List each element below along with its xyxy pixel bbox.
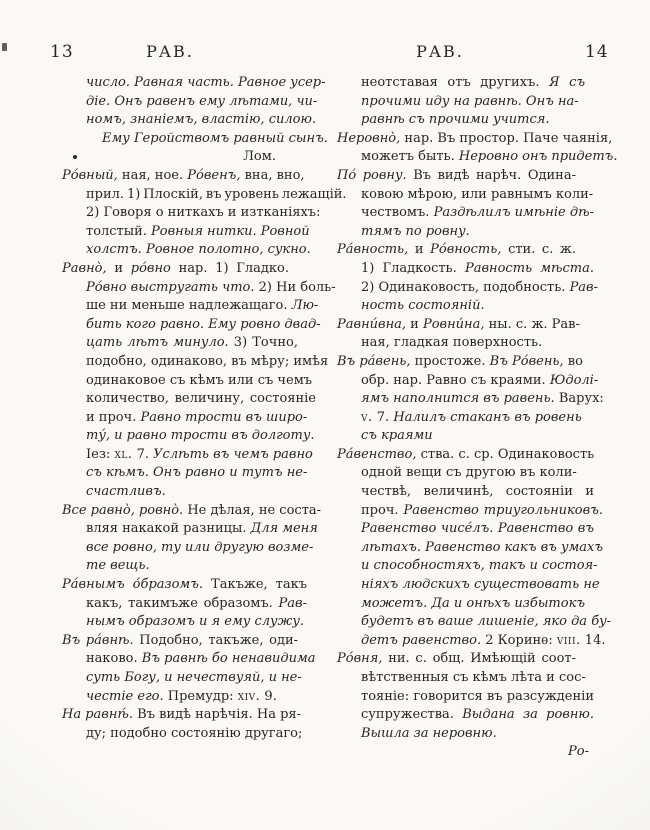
text-line <box>337 557 621 576</box>
italic-run: Ра́внымъ о́бразомъ. <box>62 577 204 593</box>
text-line <box>62 706 334 725</box>
italic-run: Равность мѣста. <box>464 260 595 276</box>
italic-run: Выдана за ровню. <box>462 707 595 723</box>
text-runs <box>568 744 589 759</box>
text-runs <box>62 633 298 648</box>
text-runs <box>361 94 579 109</box>
italic-run: Я съ <box>549 75 586 90</box>
roman-run: прил. 1) Плоскій, въ уровень лежащій. <box>86 186 347 202</box>
text-runs <box>102 131 328 146</box>
italic-run: По́ ровну. <box>337 167 407 183</box>
roman-run: неотставая отъ другихъ. <box>361 75 550 90</box>
entry-block <box>337 316 621 353</box>
roman-run: сти. с. ж. <box>501 242 577 258</box>
italic-run: равнѣ съ прочими учится. <box>361 112 550 128</box>
text-runs <box>86 521 318 536</box>
italic-run: те вещь. <box>86 558 150 574</box>
entry-block <box>62 502 334 576</box>
text-runs <box>361 261 594 276</box>
roman-run: xl. <box>114 446 133 462</box>
text-line <box>62 409 334 428</box>
entry-block <box>62 632 334 706</box>
text-runs <box>361 112 550 127</box>
text-runs <box>86 558 150 573</box>
roman-run: 2) Говоря о ниткахъ и изтканіяхъ: <box>86 205 321 221</box>
text-line <box>337 186 621 205</box>
text-runs <box>86 224 310 239</box>
italic-run: Ро́венъ, <box>187 167 241 183</box>
roman-run: Не дѣлая, не соста- <box>183 502 322 518</box>
text-line <box>337 650 621 669</box>
text-line <box>337 446 621 465</box>
text-runs <box>361 689 594 704</box>
text-runs <box>361 335 542 350</box>
roman-run: 2 Коринѳ: <box>485 632 557 648</box>
italic-run: все ровно, ту или другую возме- <box>86 539 314 555</box>
text-runs <box>86 205 320 220</box>
text-runs <box>361 187 593 202</box>
text-runs <box>361 670 586 685</box>
text-runs <box>86 391 316 406</box>
italic-run: Ро́вня, <box>337 651 383 667</box>
roman-run: количество, величину, состояніе <box>86 391 316 407</box>
roman-run: 7. <box>132 446 154 462</box>
text-line <box>62 148 334 167</box>
entry-block <box>62 576 334 632</box>
entry-block <box>337 74 621 130</box>
text-runs <box>86 447 313 462</box>
italic-run: Въ Ро́вень, <box>489 353 564 369</box>
text-line <box>337 316 621 335</box>
roman-run: и <box>406 316 423 332</box>
text-line <box>62 595 334 614</box>
italic-run: Равно̀, <box>62 260 107 276</box>
italic-run: номъ, знаніемъ, властію, силою. <box>86 112 317 128</box>
text-runs <box>361 633 605 648</box>
roman-run: v. <box>361 409 373 425</box>
roman-run: обр. нар. Равно съ краями. <box>361 372 550 388</box>
text-runs <box>361 726 497 741</box>
italic-run: Ра́венство, <box>337 446 417 462</box>
text-runs <box>337 242 576 257</box>
text-runs <box>86 726 302 741</box>
text-line <box>337 260 621 279</box>
roman-run: наково. <box>86 651 142 667</box>
text-runs <box>86 689 277 704</box>
text-runs <box>361 373 598 388</box>
text-runs <box>361 707 594 722</box>
ink-speck <box>2 43 7 51</box>
italic-run: Равно трости въ широ- <box>140 409 308 425</box>
text-line <box>62 334 334 353</box>
text-runs <box>361 149 617 164</box>
italic-run: Равенство чисе́лъ. Равенство въ <box>361 521 595 537</box>
roman-run: и проч. <box>86 409 141 425</box>
text-line <box>62 650 334 669</box>
roman-run: Въ видѣ нарѣч. Одина- <box>406 167 576 183</box>
text-line <box>337 576 621 595</box>
text-runs <box>86 484 166 499</box>
roman-run: 2) Одинаковость, подобность. <box>361 279 570 295</box>
italic-run: ямъ наполнится въ равень. <box>361 391 559 407</box>
text-line <box>337 353 621 372</box>
roman-run: ны. с. ж. Рав- <box>484 316 580 332</box>
roman-run: 2) Ни боль- <box>258 279 336 295</box>
roman-run: подобно, одинаково, въ мѣру; имѣя <box>86 353 329 369</box>
roman-run: тояніе: говорится въ разсужденіи <box>361 688 594 704</box>
text-runs <box>337 651 576 666</box>
text-runs <box>86 428 315 443</box>
italic-run: Рав- <box>278 595 307 611</box>
italic-run: Рав- <box>569 279 599 295</box>
text-line <box>337 613 621 632</box>
roman-run: вѣтственныя съ кѣмъ лѣта и сос- <box>361 670 586 685</box>
text-line <box>337 502 621 521</box>
entry-block <box>337 446 621 651</box>
text-runs <box>62 261 289 276</box>
text-line <box>62 297 334 316</box>
entry-block <box>62 74 334 167</box>
text-runs <box>86 373 312 388</box>
text-runs <box>361 614 611 629</box>
italic-run: Раздѣлилъ имѣніе дѣ- <box>433 205 595 221</box>
italic-run: съ краями <box>361 428 433 444</box>
roman-run: можетъ быть. <box>361 149 459 165</box>
text-runs <box>361 521 594 536</box>
italic-run: Неровно̀, <box>337 130 401 146</box>
text-line <box>337 688 621 707</box>
italic-run: Неровно онъ придетъ. <box>458 149 618 165</box>
text-line <box>337 520 621 539</box>
text-runs <box>337 317 580 332</box>
roman-run: чествомъ. <box>361 205 434 221</box>
text-line <box>62 260 334 279</box>
text-runs <box>361 205 594 220</box>
italic-run: ность состояній. <box>361 298 485 314</box>
text-line <box>337 427 621 446</box>
text-line <box>62 520 334 539</box>
roman-run: Іез: <box>86 446 115 462</box>
text-line <box>62 130 334 149</box>
text-runs <box>361 484 594 499</box>
text-runs <box>361 224 470 239</box>
text-runs <box>86 596 307 611</box>
text-runs <box>62 168 305 183</box>
text-line <box>62 204 334 223</box>
text-line <box>62 167 334 186</box>
text-line <box>337 669 621 688</box>
catchword <box>337 743 621 762</box>
roman-run: ше ни меньше надлежащаго. <box>86 298 292 314</box>
entry-block <box>337 130 621 167</box>
italic-run: Лю- <box>291 298 319 314</box>
text-runs <box>86 112 316 127</box>
italic-run: будетъ въ ваше лишеніе, яко да бу- <box>361 614 612 630</box>
roman-run: и <box>408 242 431 258</box>
roman-run: Подобно, такъже, оди- <box>133 632 299 648</box>
text-line <box>62 539 334 558</box>
italic-run: діе. Онъ равенъ ему лѣтами, чи- <box>86 93 318 109</box>
italic-run: нымъ образомъ и я ему служу. <box>86 614 304 630</box>
text-line <box>337 632 621 651</box>
text-line <box>337 297 621 316</box>
text-runs <box>361 558 598 573</box>
italic-run: съ кѣмъ. Онъ равно и тутъ не- <box>86 465 308 481</box>
italic-run: Вышла за неровню. <box>361 725 497 741</box>
roman-run: 3) Точно, <box>233 335 298 351</box>
italic-run: Въ равнѣ бо ненавидима <box>141 651 316 667</box>
text-line <box>62 483 334 502</box>
entry-block <box>337 650 621 743</box>
text-runs <box>361 577 600 592</box>
italic-run: холстъ. Ровное полотно, сукно. <box>86 242 311 258</box>
roman-run: ная, ное. <box>117 167 188 183</box>
italic-run: Услѣть въ чемъ равно <box>153 446 313 462</box>
text-line <box>62 316 334 335</box>
italic-run: Для меня <box>250 521 318 537</box>
italic-run: счастливъ. <box>86 484 166 500</box>
text-runs <box>337 447 594 462</box>
text-line <box>62 93 334 112</box>
text-line <box>62 557 334 576</box>
italic-run: цать лѣтъ минуло. <box>86 335 234 351</box>
roman-run: viii. <box>556 632 581 648</box>
italic-run: Юдолі- <box>549 372 599 388</box>
text-runs <box>361 428 433 443</box>
roman-run: простоже. <box>410 353 490 369</box>
text-line <box>337 130 621 149</box>
text-line <box>62 613 334 632</box>
text-line <box>337 706 621 725</box>
italic-run: Ра́вность, <box>337 242 409 258</box>
text-line <box>62 353 334 372</box>
text-line <box>62 669 334 688</box>
italic-run: Все равно̀, ровно̀. <box>62 502 184 518</box>
roman-run: во <box>563 353 583 369</box>
italic-run: можетъ. Да и онѣхъ избытокъ <box>361 595 586 611</box>
text-line <box>337 167 621 186</box>
italic-run: ро́вно <box>130 260 171 276</box>
italic-run: и способностяхъ, такъ и состоя- <box>361 558 598 574</box>
text-runs <box>86 670 302 685</box>
roman-run: нар. Въ простор. Паче чаянія, <box>400 130 613 146</box>
roman-run: проч. <box>361 502 404 518</box>
roman-run: 14. <box>580 632 606 648</box>
running-head-right: РАВ. <box>416 42 464 61</box>
text-runs <box>86 187 347 202</box>
entry-block <box>337 167 621 241</box>
text-line <box>62 464 334 483</box>
italic-run: Ровни́на, <box>422 316 485 332</box>
entry-block <box>62 260 334 502</box>
italic-run: Ро́вно выстругать что. <box>86 279 259 295</box>
text-line <box>62 688 334 707</box>
italic-run: Въ ра́вень, <box>337 353 411 369</box>
entry-block <box>62 167 347 260</box>
text-line <box>62 74 334 93</box>
italic-run: ту́, и равно трости въ долготу. <box>86 428 315 444</box>
text-line <box>62 223 334 242</box>
roman-run: 7. <box>372 409 394 425</box>
text-line <box>337 725 621 744</box>
italic-run: число. Равная часть. Равное усер- <box>86 75 326 90</box>
text-runs <box>62 577 307 592</box>
roman-run: Лом. <box>243 149 276 165</box>
text-line <box>337 223 621 242</box>
text-runs <box>361 280 598 295</box>
roman-run: Въ видѣ нарѣчія. На ря- <box>133 707 302 723</box>
roman-run: ду; подобно состоянію другаго; <box>86 725 303 741</box>
italic-run: тямъ по ровну. <box>361 223 470 239</box>
text-runs <box>86 614 304 629</box>
roman-run: 1) Гладкость. <box>361 260 465 276</box>
text-runs <box>62 707 301 722</box>
text-line <box>62 632 334 651</box>
text-runs <box>86 298 318 313</box>
text-runs <box>361 465 577 480</box>
roman-run: ства. с. ср. Одинаковость <box>416 446 595 462</box>
text-line <box>62 186 347 205</box>
roman-run: толстый. <box>86 223 152 239</box>
roman-run: Варух: <box>558 391 604 407</box>
text-runs <box>337 354 583 369</box>
text-runs <box>86 335 298 350</box>
entry-block <box>337 743 621 762</box>
text-line <box>337 390 621 409</box>
text-line <box>337 204 621 223</box>
text-line <box>337 539 621 558</box>
text-line <box>337 595 621 614</box>
italic-run: Ро́вный, <box>62 167 118 183</box>
text-line <box>337 241 621 260</box>
roman-run: и <box>106 260 131 276</box>
roman-run: Такъже, такъ <box>203 577 308 593</box>
italic-run: детъ равенство. <box>361 632 486 648</box>
text-runs <box>86 465 307 480</box>
text-runs <box>337 131 612 146</box>
roman-run: 9. <box>260 688 277 704</box>
page-number-right: 14 <box>585 42 609 62</box>
text-line <box>62 241 334 260</box>
text-line <box>62 725 334 744</box>
text-line <box>62 390 334 409</box>
text-runs <box>361 596 585 611</box>
italic-run: Ро́вность, <box>430 242 502 258</box>
text-runs <box>86 410 307 425</box>
text-runs <box>86 651 315 666</box>
roman-run: одинаковое съ кѣмъ или съ чемъ <box>86 372 313 388</box>
entry-block <box>337 241 621 315</box>
italic-run: Ему Геройствомъ равный сынъ. <box>102 130 328 146</box>
roman-run: нар. 1) Гладко. <box>170 260 290 276</box>
text-runs <box>86 354 328 369</box>
italic-run: Въ ра́внѣ. <box>62 632 134 648</box>
italic-run: Налилъ стаканъ въ ровень <box>393 409 582 425</box>
text-line <box>337 148 621 167</box>
text-line <box>62 279 334 298</box>
text-runs <box>361 410 582 425</box>
text-runs <box>361 503 603 518</box>
roman-run: Премудр: <box>167 688 238 704</box>
text-runs <box>86 75 326 90</box>
text-line <box>337 464 621 483</box>
text-line <box>62 372 334 391</box>
page-number-left: 13 <box>50 42 74 62</box>
italic-run: Ро- <box>568 744 589 760</box>
text-line <box>62 446 334 465</box>
text-line <box>337 279 621 298</box>
roman-run: ная, гладкая поверхность. <box>361 335 543 351</box>
italic-run: Равенство триугольниковъ. <box>403 502 604 518</box>
text-runs <box>86 280 336 295</box>
running-head-left: РАВ. <box>146 42 194 61</box>
italic-run: ніяхъ людскихъ существовать не <box>361 577 600 593</box>
text-line <box>337 111 621 130</box>
roman-run: вляя накакой разницы. <box>86 521 251 537</box>
text-runs <box>361 540 603 555</box>
italic-run: Равни́вна, <box>337 316 407 332</box>
text-line <box>62 576 334 595</box>
italic-run: На равнѣ́. <box>62 707 134 723</box>
italic-run: лѣтахъ. Равенство какъ въ умахъ <box>361 539 604 555</box>
text-line <box>337 74 621 93</box>
text-line <box>337 372 621 391</box>
text-runs <box>86 242 311 257</box>
text-line <box>62 111 334 130</box>
text-line <box>337 334 621 353</box>
text-runs <box>86 317 321 332</box>
italic-run: бить кого равно. Ему ровно двад- <box>86 316 321 332</box>
text-runs <box>361 298 485 313</box>
italic-run: Ровныя нитки. Ровной <box>151 223 310 239</box>
italic-run: прочими иду на равнѣ. Онъ на- <box>361 93 579 109</box>
entry-block <box>62 706 334 743</box>
text-runs <box>62 503 321 518</box>
roman-run: какъ, такимъже образомъ. <box>86 595 279 611</box>
text-runs <box>86 540 313 555</box>
roman-run: ковою мѣрою, или равнымъ коли- <box>361 186 594 202</box>
entry-block <box>337 353 621 446</box>
left-column <box>62 74 347 743</box>
text-runs <box>337 168 576 183</box>
text-runs <box>243 149 276 164</box>
right-column <box>337 74 621 762</box>
text-line <box>62 427 334 446</box>
roman-run: чествѣ, величинѣ, состояніи и <box>361 484 594 500</box>
text-line <box>62 502 334 521</box>
text-line <box>337 93 621 112</box>
italic-run: честіе его. <box>86 688 168 704</box>
text-line <box>337 483 621 502</box>
text-runs <box>361 391 604 406</box>
text-runs <box>361 75 585 90</box>
roman-run: супружества. <box>361 707 463 723</box>
roman-run: xiv. <box>237 688 261 704</box>
roman-run: ни. с. общ. Имѣющій соот- <box>382 651 576 667</box>
text-runs <box>86 94 317 109</box>
roman-run: вна, вно, <box>240 167 305 183</box>
roman-run: одной вещи съ другою въ коли- <box>361 465 577 481</box>
italic-run: суть Богу, и нечествуяй, и не- <box>86 670 302 685</box>
text-line <box>337 409 621 428</box>
